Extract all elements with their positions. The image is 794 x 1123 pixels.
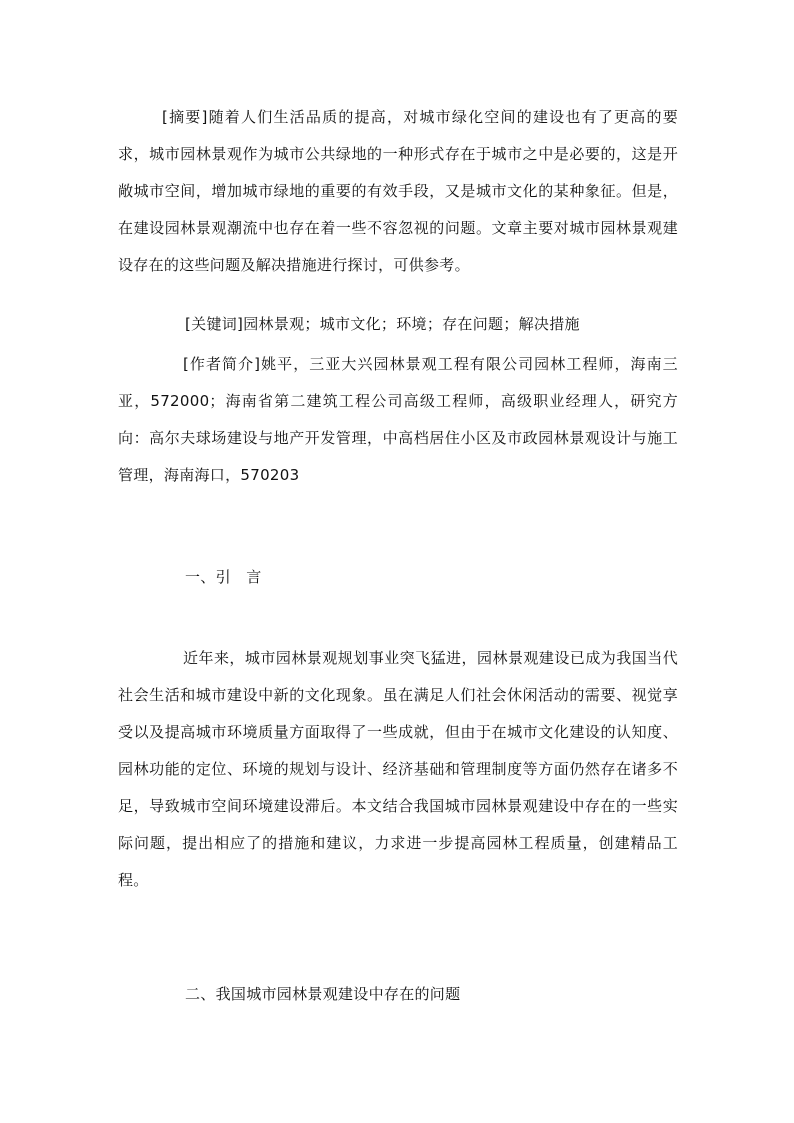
abstract-paragraph — [118, 99, 678, 284]
abstract-text: 随着人们生活品质的提高，对城市绿化空间的建设也有了更高的要求，城市园林景观作为城市公共绿地的一种形式存在于城市之中是必要的，这是开敞城市空间，增加城市绿地的重要的有效手段，又是城市文化的某种象征。但是，在建设园林景观潮流中也存在着一些不容忽视的问题。文章主要对城市园林景观建设存在的这些问题及解决措施进行探讨，可供参考。 — [118, 108, 679, 274]
keywords-label: [关键词] — [185, 315, 244, 333]
author-bio-paragraph — [118, 346, 678, 494]
abstract-label: [摘要] — [162, 108, 208, 126]
keywords-text: 园林景观；城市文化；环境；存在问题；解决措施 — [243, 315, 580, 333]
keywords-paragraph — [185, 306, 685, 343]
author-label: [作者简介] — [183, 355, 261, 373]
introduction-paragraph: 近年来，城市园林景观规划事业突飞猛进，园林景观建设已成为我国当代社会生活和城市建设中新的文化现象。虽在满足人们社会休闲活动的需要、视觉享受以及提高城市环境质量方面取得了一些成就，但由于在城市文化建设的认知度、园林功能的定位、环境的规划与设计、经济基础和管理制度等方面仍然存在诸多不足，导致城市空间环境建设滞后。本文结合我国城市园林景观建设中存在的一些实际问题，提出相应了的措施和建议，力求进一步提高园林工程质量，创建精品工程。 — [118, 649, 678, 889]
section-heading-introduction: 一、引 言 — [185, 568, 262, 586]
section-heading-problems: 二、我国城市园林景观建设中存在的问题 — [185, 985, 461, 1003]
author-text: 姚平，三亚大兴园林景观工程有限公司园林工程师，海南三亚，572000；海南省第二建筑工程公司高级工程师，高级职业经理人，研究方向：高尔夫球场建设与地产开发管理，中高档居住小区及市政园林景观设计与施工管理，海南海口，570203 — [118, 355, 678, 484]
